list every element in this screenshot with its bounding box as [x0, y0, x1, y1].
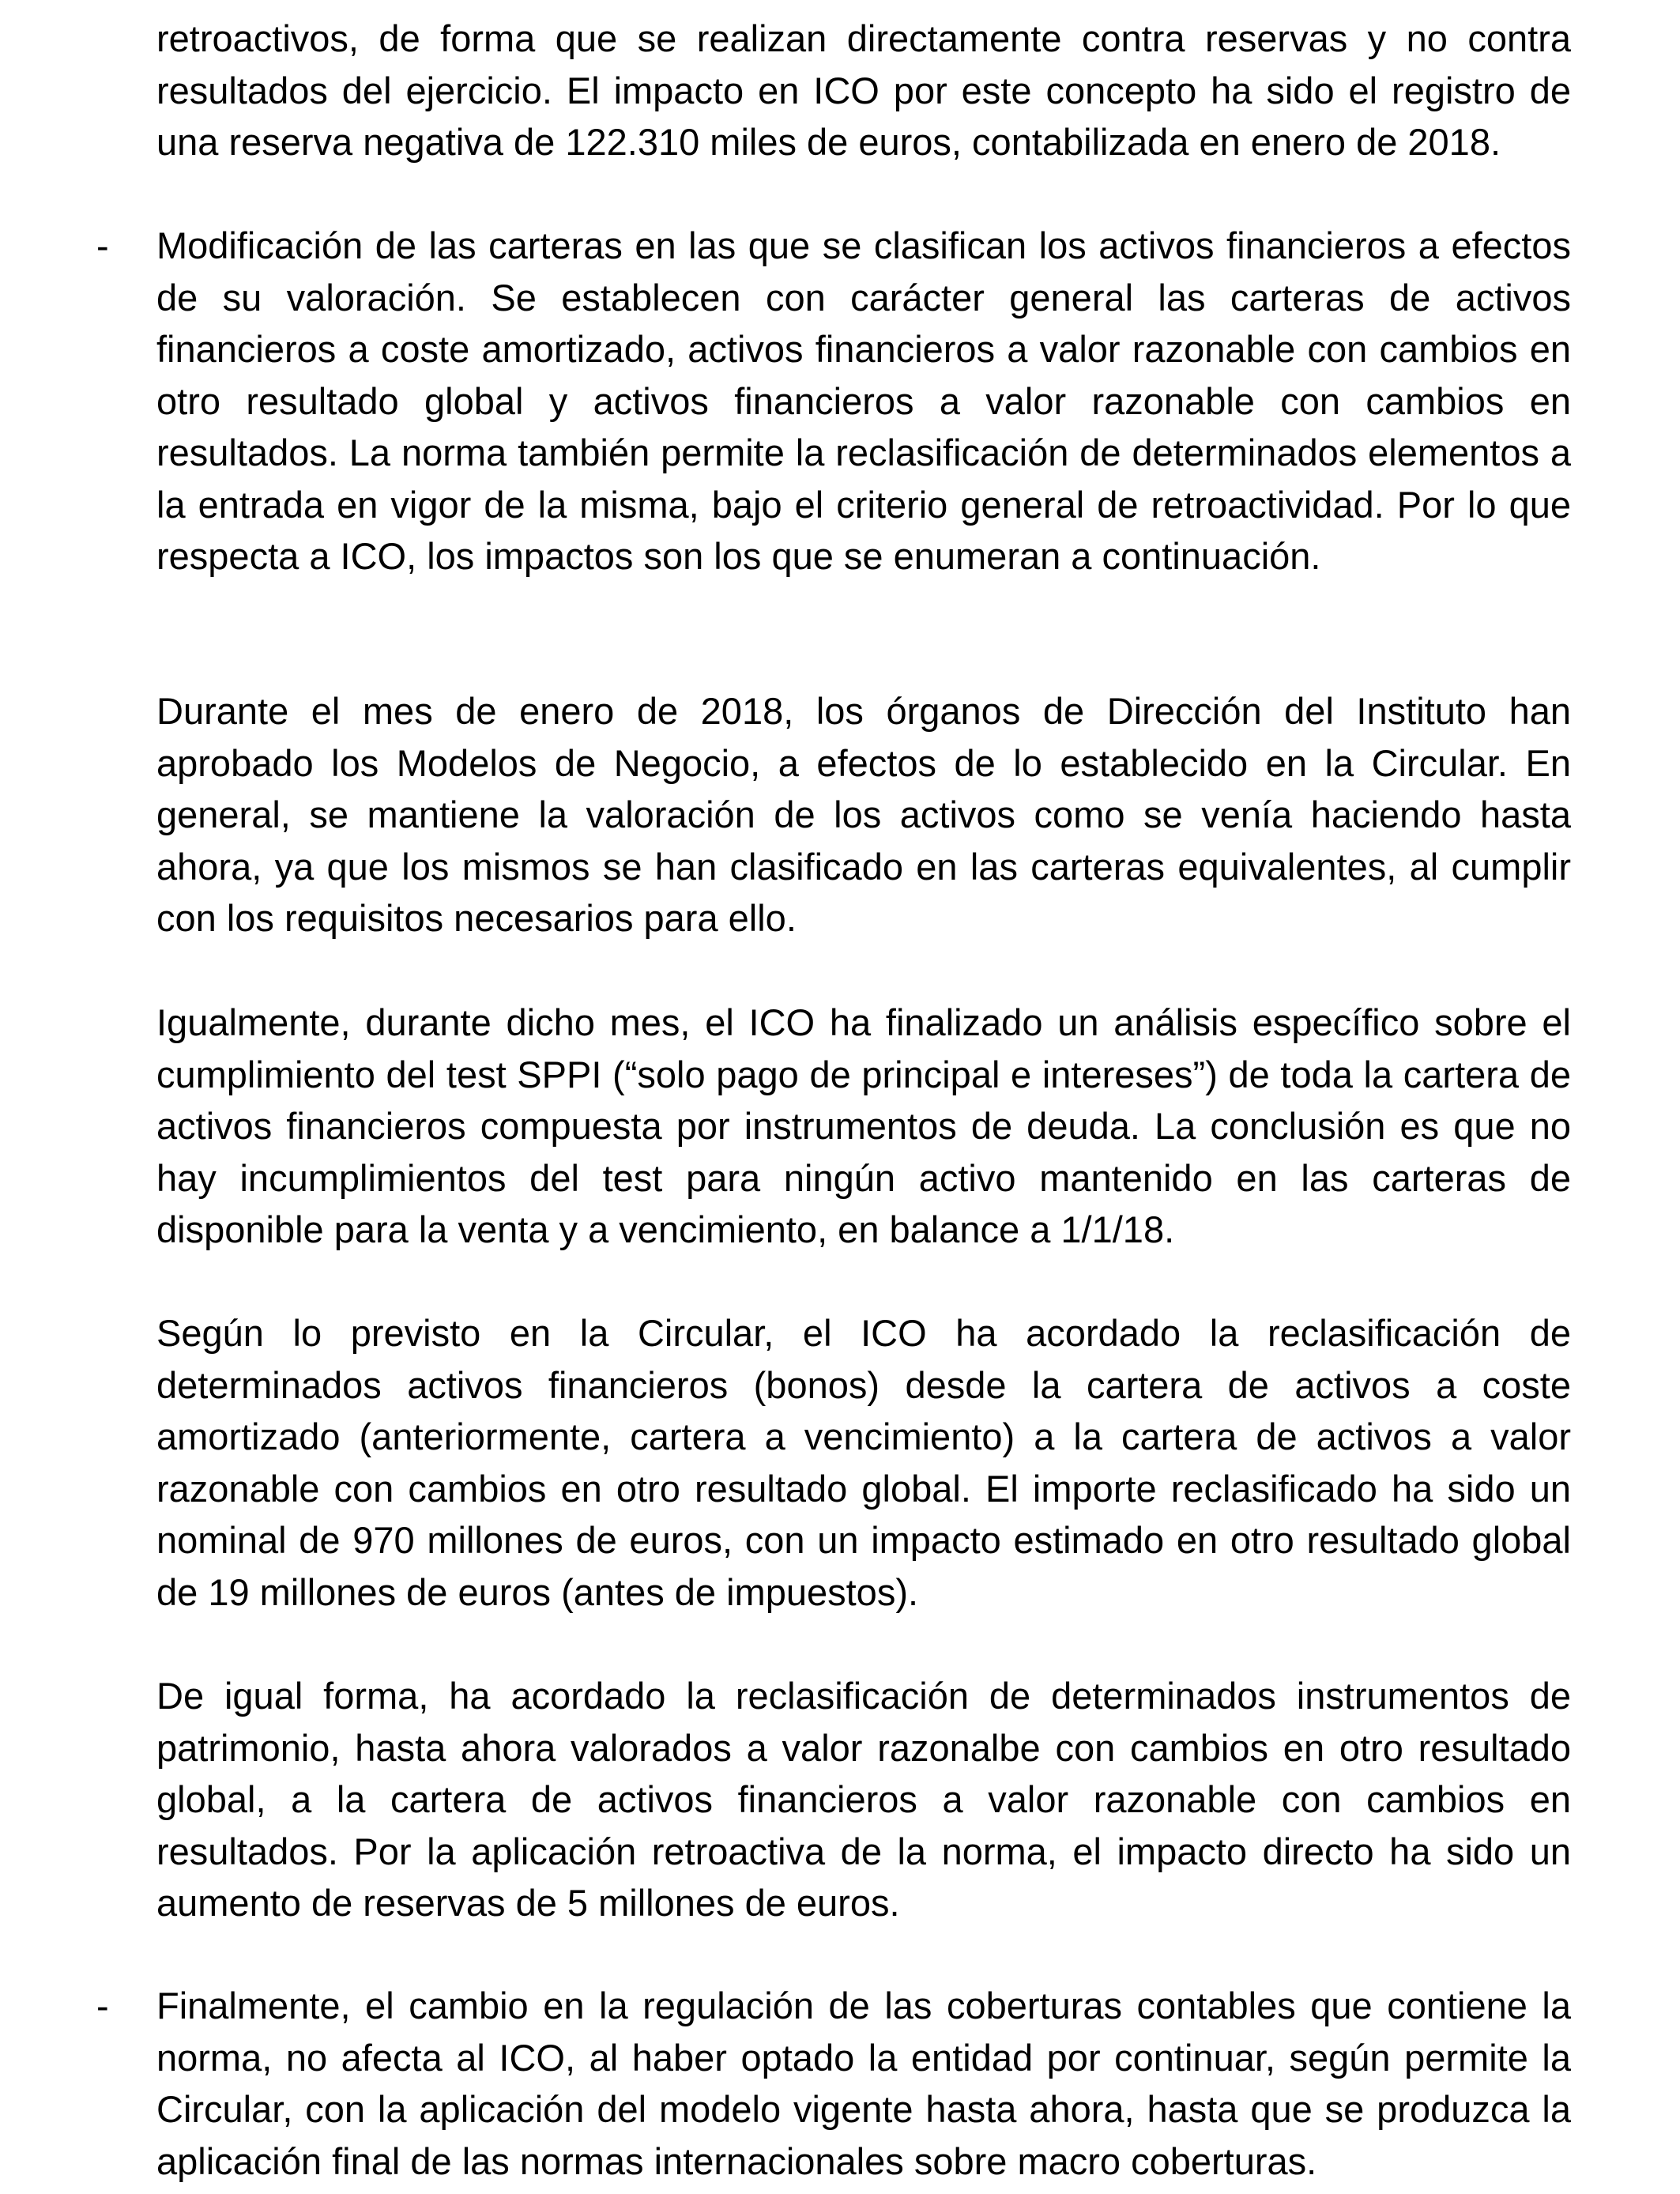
paragraph-test-sppi: Igualmente, durante dicho mes, el ICO ha finalizado un análisis específico sobre el cumplimiento del test SPPI (“solo pago de principal e intereses”) de toda la cartera de activos financieros compuesta por instrumentos de deuda. La conclusión es que no hay incumplimientos del test para ningún activo mantenido en las carteras de disponible para la venta y a vencimiento, en balance a 1/1/18.: [156, 1001, 1571, 1250]
paragraph-continuation: retroactivos, de forma que se realizan directamente contra reservas y no contra resultados del ejercicio. El impacto en ICO por este concepto ha sido el registro de una reserva negativa de 122.310 miles de euros, contabilizada en enero de 2018.: [156, 17, 1571, 163]
paragraph-instrumentos-patrimonio: De igual forma, ha acordado la reclasificación de determinados instrumentos de patrimonio, hasta ahora valorados a valor razonalbe con cambios en otro resultado global, a la cartera de activos financieros a valor razonable con cambios en resultados. Por la aplicación retroactiva de la norma, el impacto directo ha sido un aumento de reservas de 5 millones de euros.: [156, 1675, 1571, 1924]
bullet-paragraph-coberturas: Finalmente, el cambio en la regulación de las coberturas contables que contiene la norma, no afecta al ICO, al haber optado la entidad por continuar, según permite la Circular, con la aplicación del modelo vigente hasta ahora, hasta que se produzca la aplicación final de las normas internacionales sobre macro coberturas.: [156, 1985, 1571, 2182]
bullet-marker: -: [96, 224, 109, 266]
bullet-paragraph-carteras: Modificación de las carteras en las que se clasifican los activos financieros a efectos de su valoración. Se establecen con carácter general las carteras de activos financieros a coste amortizado, activos financieros a valor razonable con cambios en otro resultado global y activos financieros a valor razonable con cambios en resultados. La norma también permite la reclasificación de determinados elementos a la entrada en vigor de la misma, bajo el criterio general de retroactividad. Por lo que respecta a ICO, los impactos son los que se enumeran a continuación.: [156, 224, 1571, 577]
bullet-marker: -: [96, 1985, 109, 2026]
paragraph-modelos-negocio: Durante el mes de enero de 2018, los órganos de Dirección del Instituto han aprobado los Modelos de Negocio, a efectos de lo establecido en la Circular. En general, se mantiene la valoración de los activos como se venía haciendo hasta ahora, ya que los mismos se han clasificado en las carteras equivalentes, al cumplir con los requisitos necesarios para ello.: [156, 690, 1571, 939]
paragraph-reclasificacion-bonos: Según lo previsto en la Circular, el ICO ha acordado la reclasificación de determinados activos financieros (bonos) desde la cartera de activos a coste amortizado (anteriormente, cartera a vencimiento) a la cartera de activos a valor razonable con cambios en otro resultado global. El importe reclasificado ha sido un nominal de 970 millones de euros, con un impacto estimado en otro resultado global de 19 millones de euros (antes de impuestos).: [156, 1312, 1571, 1613]
